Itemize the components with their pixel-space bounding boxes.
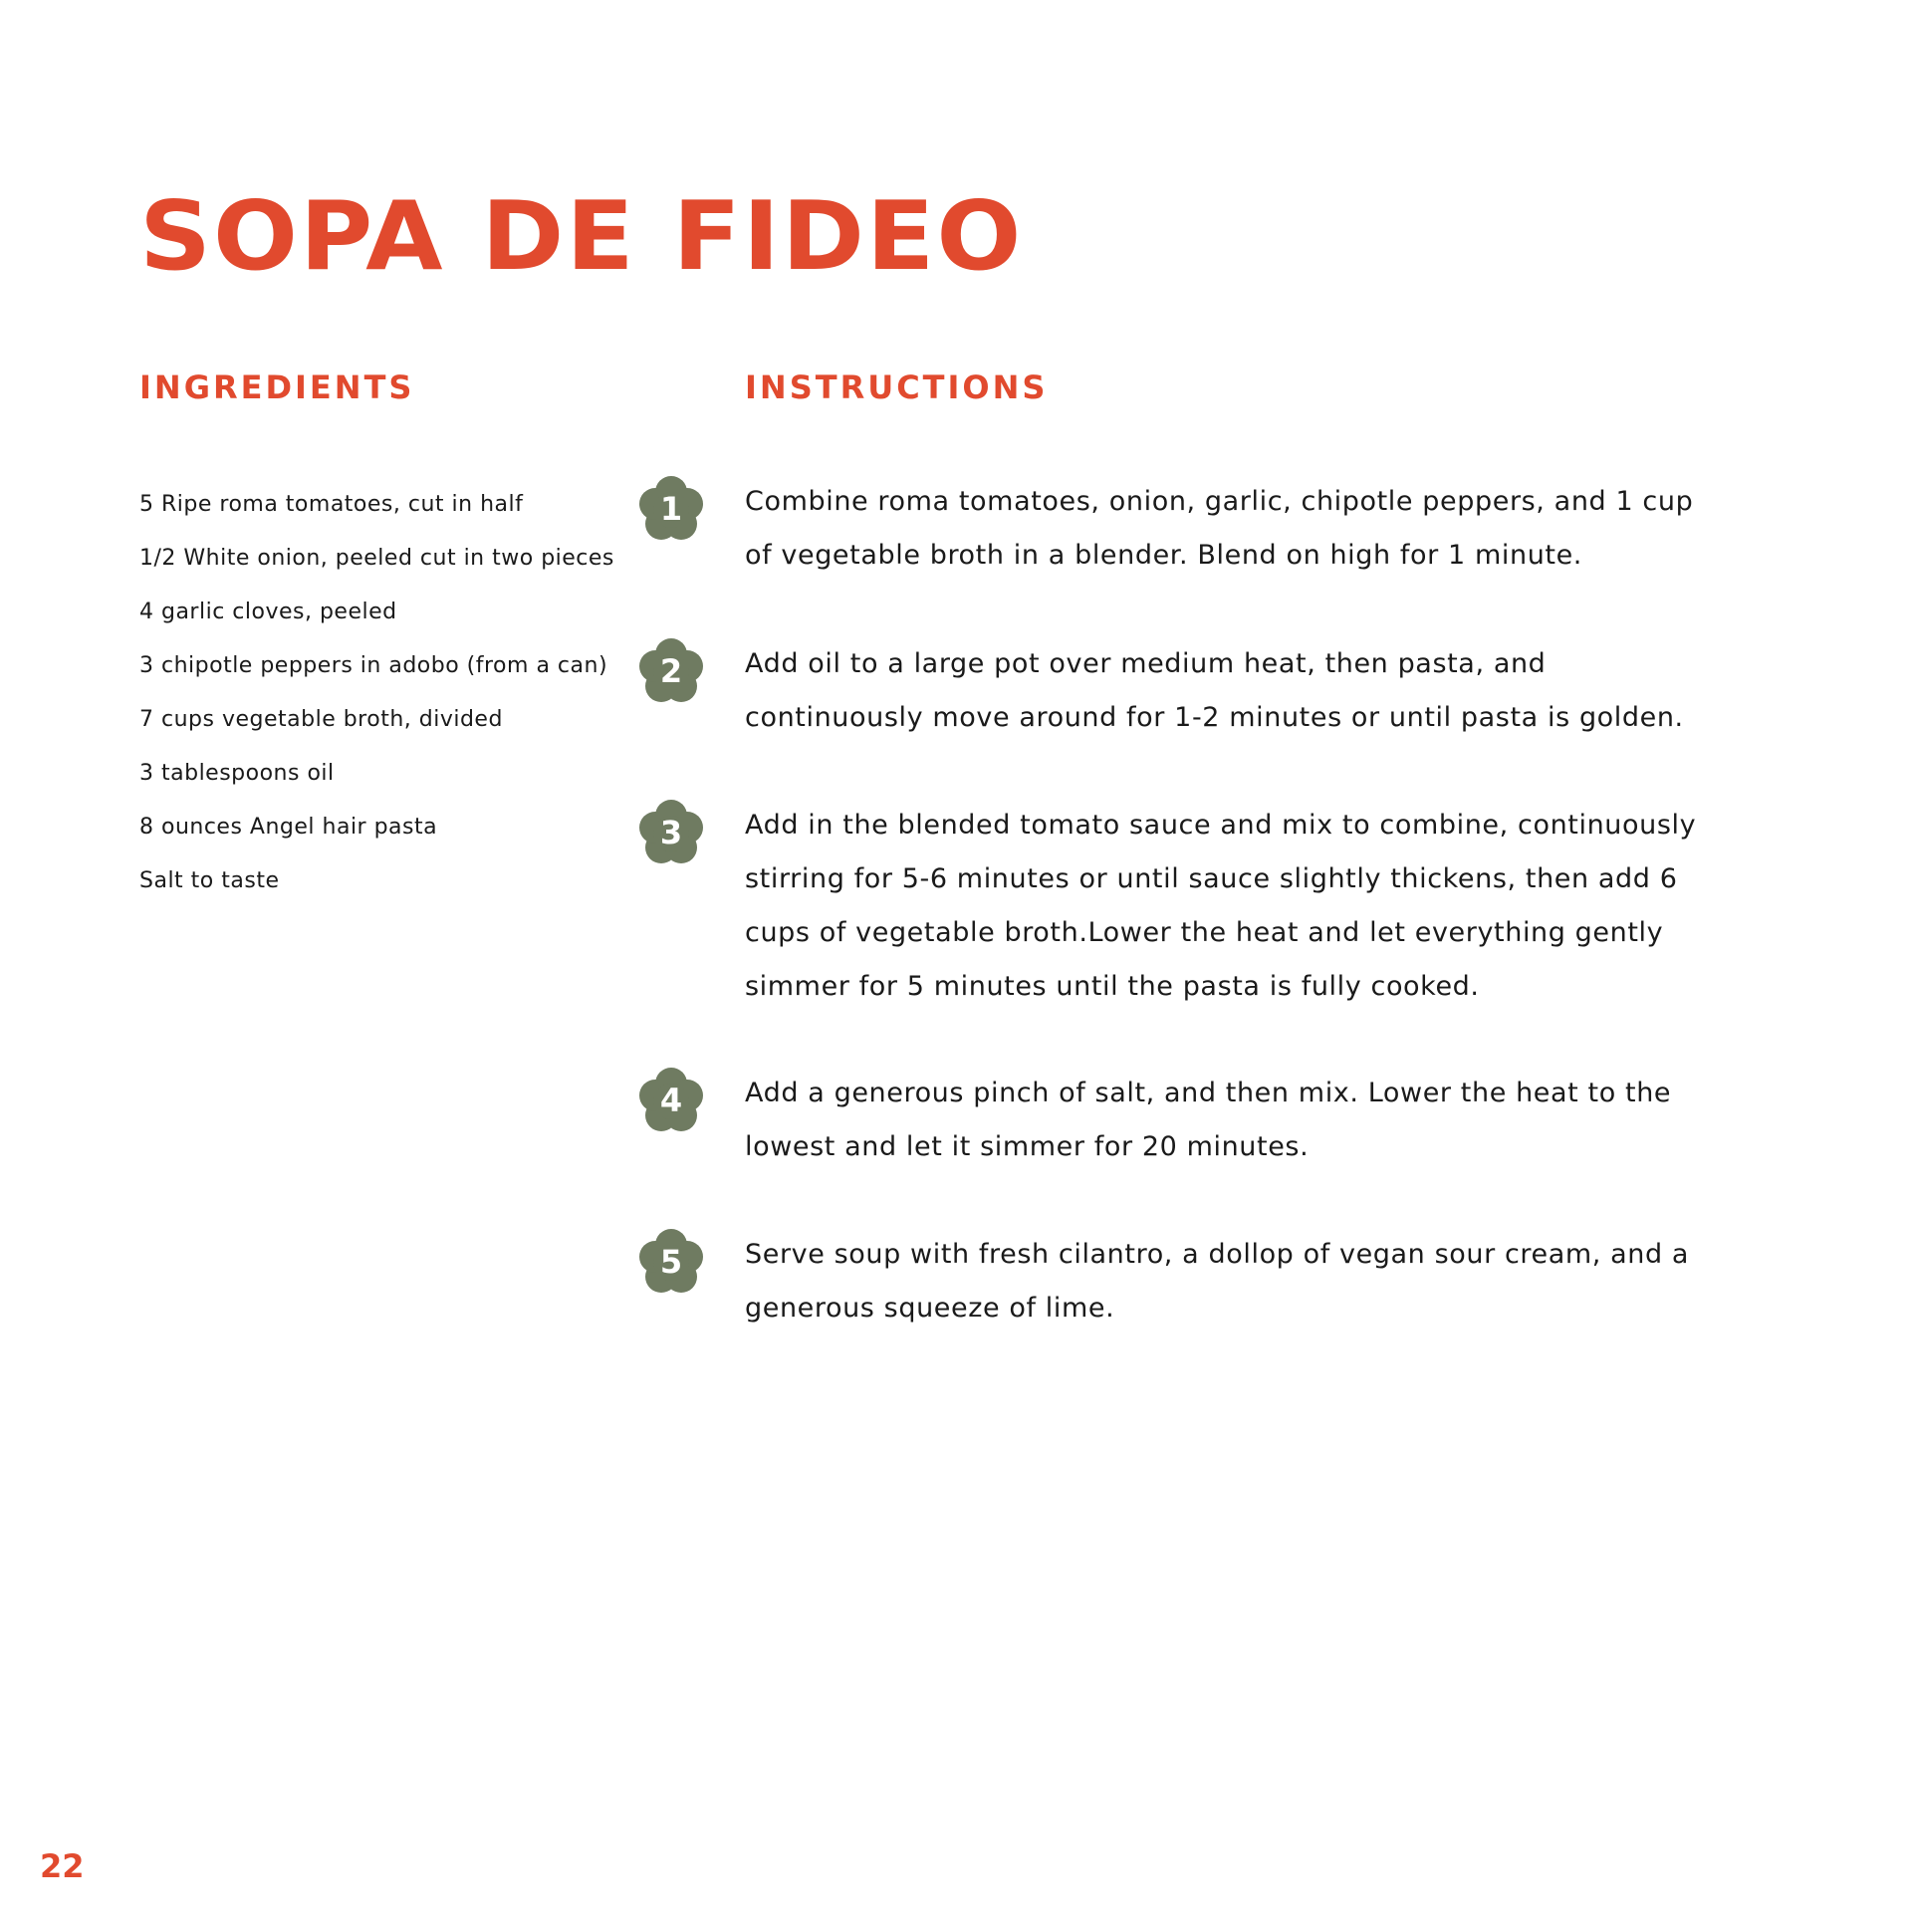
flower-badge-icon (637, 1228, 705, 1296)
step-number: 3 (659, 814, 683, 851)
flower-badge-icon (637, 799, 705, 866)
step-text: Serve soup with fresh cilantro, a dollop of vegan sour cream, and a generous squeeze of lime. (745, 1239, 1690, 1324)
ingredient-item: 4 garlic cloves, peeled (139, 600, 397, 624)
step-text: Add in the blended tomato sauce and mix to combine, continuously stirring for 5-6 minutes or until sauce slightly thickens, then add 6 cups of vegetable broth.Lower the heat and let everything gently simmer for 5 minutes until the pasta is fully cooked. (745, 810, 1697, 1002)
ingredient-item: Salt to taste (139, 868, 280, 893)
step-number: 5 (659, 1243, 683, 1281)
flower-badge-icon (637, 475, 705, 543)
step-number: 2 (659, 652, 683, 690)
recipe-title: SOPA DE FIDEO (139, 180, 1024, 292)
step-text: Add a generous pinch of salt, and then mix. Lower the heat to the lowest and let it simmer for 20 minutes. (745, 1078, 1672, 1162)
flower-badge-icon (637, 1067, 705, 1134)
instructions-heading: INSTRUCTIONS (745, 368, 1049, 406)
ingredients-heading: INGREDIENTS (139, 368, 415, 406)
ingredient-item: 3 chipotle peppers in adobo (from a can) (139, 653, 608, 678)
page-number: 22 (40, 1847, 85, 1885)
ingredient-item: 1/2 White onion, peeled cut in two pieces (139, 546, 614, 571)
flower-badge-icon (637, 637, 705, 705)
step-number: 1 (659, 490, 683, 528)
ingredient-item: 3 tablespoons oil (139, 761, 335, 786)
step-number: 4 (659, 1082, 683, 1119)
ingredient-item: 7 cups vegetable broth, divided (139, 707, 503, 732)
step-text: Add oil to a large pot over medium heat, then pasta, and continuously move around for 1-2 minutes or until pasta is golden. (745, 648, 1684, 733)
ingredient-item: 8 ounces Angel hair pasta (139, 815, 438, 840)
ingredient-list (139, 478, 614, 908)
ingredient-item: 5 Ripe roma tomatoes, cut in half (139, 492, 524, 517)
step-text: Combine roma tomatoes, onion, garlic, chipotle peppers, and 1 cup of vegetable broth in a blender. Blend on high for 1 minute. (745, 486, 1694, 571)
